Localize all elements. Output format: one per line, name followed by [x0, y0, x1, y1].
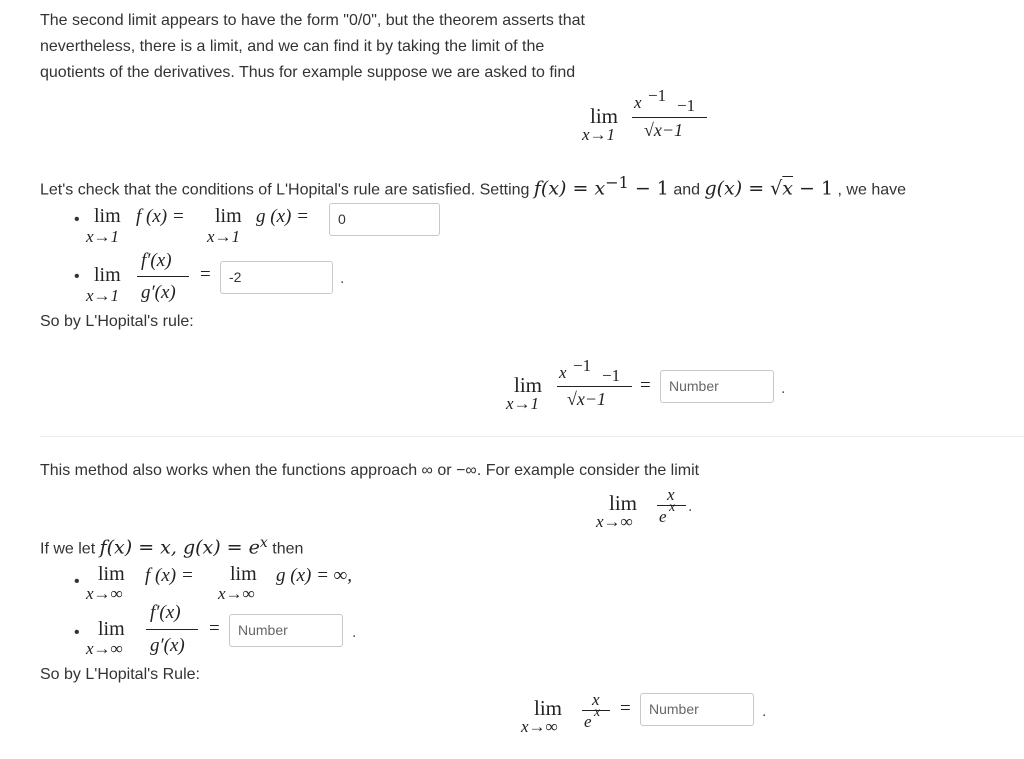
lim-operator: lim	[514, 373, 543, 397]
fraction-bar	[557, 386, 632, 387]
numerator-x: x	[667, 485, 675, 504]
lim-subscript: x→1	[86, 227, 120, 246]
f-definition: f(x) = x	[533, 177, 606, 200]
lhopital-result-input[interactable]: Number	[660, 370, 774, 403]
fraction-bar	[146, 629, 198, 630]
denominator-exp: x	[669, 500, 676, 515]
fraction-bar	[632, 117, 707, 118]
lim-subscript: x→∞	[521, 717, 558, 736]
g-of-x-infinity: g (x) = ∞,	[276, 565, 352, 586]
f-prime: f′(x)	[141, 250, 172, 271]
lim-operator: lim	[94, 264, 121, 286]
conditions-and: and	[668, 181, 705, 199]
intro-line-2: nevertheless, there is a limit, and we can find it by taking the limit of the	[40, 38, 545, 55]
lim-subscript: x→∞	[86, 639, 123, 658]
f-exponent: −1	[605, 173, 629, 192]
equals-sign: =	[209, 618, 220, 639]
numerator-x: x	[559, 363, 567, 382]
f-prime: f′(x)	[150, 602, 181, 623]
g-radicand: x	[782, 177, 793, 200]
f-of-x: f (x) =	[136, 206, 185, 227]
intro-paragraph	[40, 8, 680, 86]
so-lhopital-label-1: So by L'Hopital's rule:	[40, 313, 194, 330]
lim-subscript: x→1	[582, 125, 616, 144]
lim-subscript: x→1	[506, 394, 540, 413]
limit-value-input[interactable]: 0	[329, 203, 440, 236]
equals-sign: =	[200, 264, 211, 285]
lim-operator: lim	[590, 104, 619, 128]
lim-subscript: x→∞	[218, 584, 255, 603]
intro-line-3: quotients of the derivatives. Thus for example suppose we are asked to find	[40, 64, 576, 81]
bullet-dot: •	[74, 211, 80, 228]
period: .	[352, 624, 357, 641]
period: .	[340, 270, 345, 287]
method-text: This method also works when the functions approach ∞ or −∞. For example consider the limit	[40, 462, 700, 479]
lim-operator: lim	[98, 563, 125, 585]
denominator: √x−1	[567, 389, 607, 409]
denominator-e: e	[659, 507, 667, 526]
infinity-result-input[interactable]: Number	[640, 693, 754, 726]
lim-operator: lim	[98, 618, 125, 640]
bullet-dot: •	[74, 268, 80, 285]
section-divider	[40, 436, 1024, 437]
fraction-bar	[137, 276, 189, 277]
so-lhopital-label-2: So by L'Hopital's Rule:	[40, 666, 200, 683]
conditions-line	[40, 173, 906, 199]
g-of-x: g (x) =	[256, 206, 309, 227]
g-prime: g′(x)	[141, 282, 176, 303]
lim-subscript: x→∞	[596, 512, 633, 531]
bullet-dot: •	[74, 624, 80, 641]
bullet-dot: •	[74, 573, 80, 590]
numerator-exp: −1	[648, 86, 667, 105]
period: .	[781, 380, 786, 397]
numerator-x: x	[634, 93, 642, 112]
equals-sign: =	[640, 375, 651, 396]
if-then-text: then	[267, 540, 304, 558]
denominator-exp: x	[594, 705, 601, 720]
if-we-let-line	[40, 535, 303, 558]
g-tail: − 1	[793, 177, 834, 200]
equals-sign: =	[620, 698, 631, 719]
infinity-ratio-input[interactable]: Number	[229, 614, 343, 647]
f-of-x: f (x) =	[145, 565, 194, 586]
period: .	[762, 703, 767, 720]
lim-subscript: x→∞	[86, 584, 123, 603]
period: .	[688, 498, 693, 515]
conditions-text-start: Let's check that the conditions of L'Hopital's rule are satisfied. Setting	[40, 181, 534, 199]
g-prime: g′(x)	[150, 635, 185, 656]
lim-operator: lim	[230, 563, 257, 585]
numerator-minus-one: −1	[602, 366, 621, 385]
numerator-exp: −1	[573, 356, 592, 375]
numerator-minus-one: −1	[677, 96, 696, 115]
denominator-e: e	[584, 712, 592, 731]
sqrt-symbol: √	[770, 177, 783, 200]
if-we-let-text: If we let	[40, 540, 100, 558]
if-exponent: x	[259, 535, 268, 551]
lim-subscript: x→1	[207, 227, 241, 246]
lim-operator: lim	[534, 696, 563, 720]
if-expression: f(x) = x, g(x) = e	[99, 536, 260, 559]
conditions-text-end: , we have	[833, 181, 907, 199]
lim-operator: lim	[94, 205, 121, 227]
numerator-x: x	[592, 690, 600, 709]
denominator: √x−1	[644, 120, 684, 140]
lim-operator: lim	[609, 491, 638, 515]
intro-line-1: The second limit appears to have the form "0/0", but the theorem asserts that	[40, 12, 585, 29]
f-tail: − 1	[628, 177, 669, 200]
lim-operator: lim	[215, 205, 242, 227]
derivative-ratio-input[interactable]: -2	[220, 261, 333, 294]
lim-subscript: x→1	[86, 286, 120, 305]
g-definition: g(x) =	[704, 177, 771, 200]
